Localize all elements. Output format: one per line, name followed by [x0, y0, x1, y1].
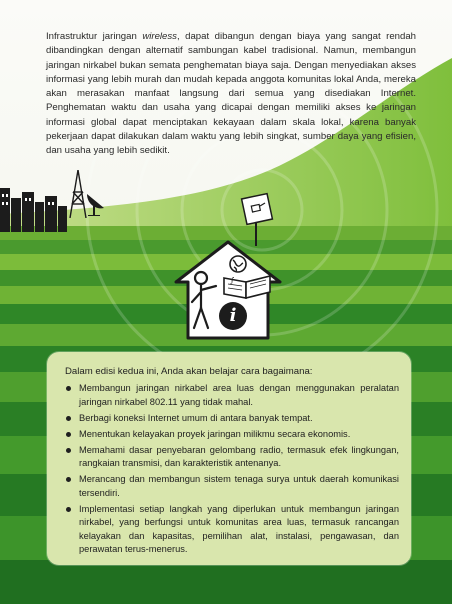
bullet-icon [66, 507, 71, 512]
intro-emphasis: wireless [142, 31, 177, 42]
learning-panel [47, 352, 411, 565]
list-item-text: Memahami dasar penyebaran gelombang radio, termasuk efek lingkungan, rangkaian transmisi, dan karakteristik antenanya. [79, 444, 399, 469]
list-item-text: Merancang dan membangun sistem tenaga surya untuk daerah komunikasi tersendiri. [79, 474, 399, 498]
bullet-icon [66, 386, 71, 391]
bullet-icon [66, 448, 71, 453]
panel-title: Dalam edisi kedua ini, Anda akan belajar cara bagaimana: [65, 366, 313, 377]
list-item [65, 503, 399, 557]
globe-icon [228, 254, 248, 274]
intro-paragraph [46, 30, 416, 159]
learning-list [65, 382, 399, 559]
bullet-icon [66, 416, 71, 421]
list-item [65, 382, 399, 409]
info-glyph: i [229, 305, 237, 326]
book-icon [222, 272, 272, 300]
list-item-text: Menentukan kelayakan proyek jaringan milikmu secara ekonomis. [79, 428, 351, 439]
list-item [65, 473, 399, 500]
info-icon [219, 302, 247, 330]
list-item-text: Membangun jaringan nirkabel area luas dengan menggunakan peralatan jaringan nirkabel 802.11 yang tidak mahal. [79, 383, 399, 407]
satellite-dish-icon [84, 190, 106, 216]
bullet-icon [66, 432, 71, 437]
list-item-text: Implementasi setiap langkah yang diperlukan untuk membangun jaringan nirkabel, yang berfungsi untuk komunitas area luas, termasuk rancangan kelayakan dan kapasitas, pemilihan alat, instalasi, pengawasan, dan perawatan terus-menerus. [79, 503, 399, 555]
list-item [65, 412, 399, 426]
book-glyph: ∫ [230, 276, 235, 285]
list-item-text: Berbagi koneksi Internet umum di antara banyak tempat. [79, 412, 313, 423]
person-icon [188, 270, 218, 330]
list-item [65, 428, 399, 442]
list-item [65, 444, 399, 471]
intro-lead: Infrastruktur jaringan [46, 31, 143, 42]
intro-rest: , dapat dibangun dengan biaya yang sangat rendah dibandingkan dengan alternatif sambungan kabel tradisional. Namun, membangun jaringan nirkabel bukan semata penghematan biaya saja. Dengan menyediakan akses informasi yang lebih murah dan mudah kepada anggota komunitas lokal Anda, mereka akan merasakan manfaat langsung dari semua yang disediakan Internet. Penghematan waktu dan usaha yang dicapai dengan memiliki akses ke jaringan informasi global dapat menciptakan kekayaan dalam skala lokal, karena banyak pekerjaan dapat dilakukan dalam waktu yang lebih singkat, sumber daya yang efisien, dan usaha yang lebih sedikit. [46, 31, 416, 157]
bullet-icon [66, 477, 71, 482]
